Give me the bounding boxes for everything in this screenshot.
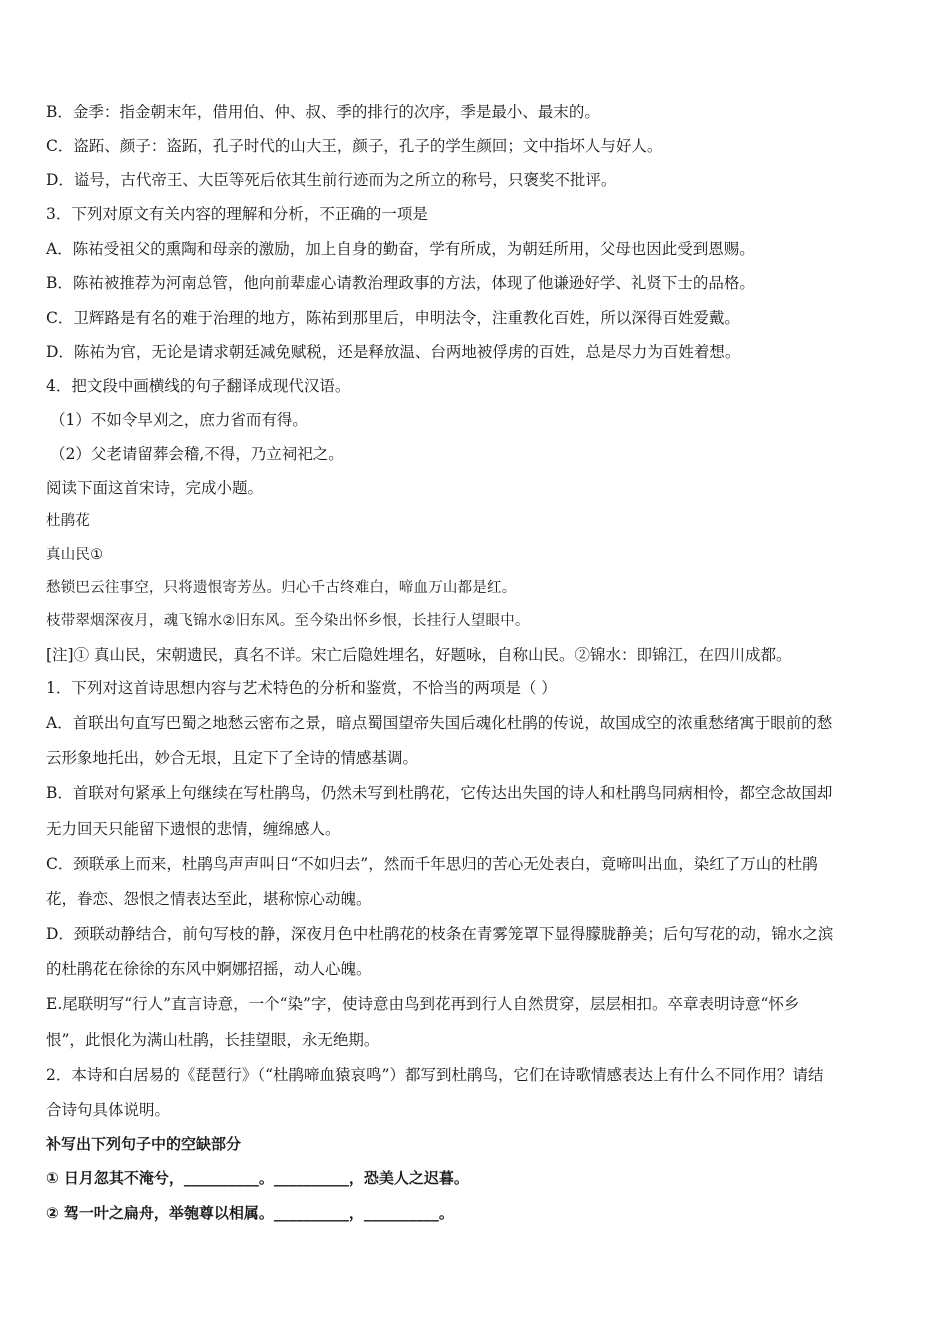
q3-option-b: B．陈祐被推荐为河南总管，他向前辈虚心请教治理政事的方法，体现了他谦逊好学、礼贤下士的品格。: [46, 274, 755, 292]
fill-in-item-2: ② 驾一叶之扁舟，举匏尊以相属。__________，__________。: [46, 1204, 454, 1222]
poem-question-2-line2: 合诗句具体说明。: [46, 1101, 171, 1119]
q3-option-c: C．卫辉路是有名的难于治理的地方，陈祐到那里后，申明法令，注重教化百姓，所以深得百姓爱戴。: [46, 309, 740, 327]
poem-intro: 阅读下面这首宋诗，完成小题。: [46, 479, 264, 497]
fill-in-heading: 补写出下列句子中的空缺部分: [46, 1135, 242, 1153]
fill-in-item-1: ① 日月忽其不淹兮，__________。__________，恐美人之迟暮。: [46, 1169, 469, 1187]
poem-author: 真山民①: [46, 547, 104, 563]
poem-line-2: 枝带翠烟深夜月，魂飞锦水②旧东风。至今染出怀乡恨，长挂行人望眼中。: [46, 613, 530, 629]
q4-item-2: （2）父老请留葬会稽,不得，乃立祠祀之。: [50, 445, 344, 463]
q3-option-d: D．陈祐为官，无论是请求朝廷减免赋税，还是释放温、台两地被俘虏的百姓，总是尽力为百姓着想。: [46, 343, 741, 361]
pq1-option-d-line1: D．颈联动静结合，前句写枝的静，深夜月色中杜鹃花的枝条在青雾笼罩下显得朦胧静美；后句写花的动，锦水之滨: [46, 925, 834, 943]
pq1-option-a-line1: A．首联出句直写巴蜀之地愁云密布之景，暗点蜀国望帝失国后魂化杜鹃的传说，故国成空的浓重愁绪寓于眼前的愁: [46, 714, 833, 732]
pq1-option-b-line2: 无力回天只能留下遗恨的悲情，缠绵感人。: [46, 820, 341, 838]
poem-title: 杜鹃花: [46, 513, 91, 529]
pq1-option-b-line1: B．首联对句紧承上句继续在写杜鹃鸟，仍然未写到杜鹃花，它传达出失国的诗人和杜鹃鸟同病相怜，都空念故国却: [46, 784, 833, 802]
poem-note: [注]① 真山民，宋朝遗民，真名不详。宋亡后隐姓埋名，好题咏，自称山民。②锦水：即锦江，在四川成都。: [46, 646, 792, 664]
q4-item-1: （1）不如令早刈之，庶力省而有得。: [50, 411, 308, 429]
pq1-option-d-line2: 的杜鹃花在徐徐的东风中婀娜招摇，动人心魄。: [46, 960, 372, 978]
option-d-shihao: D．谥号，古代帝王、大臣等死后依其生前行迹而为之所立的称号，只褒奖不批评。: [46, 171, 617, 189]
pq1-option-e-line1: E.尾联明写“行人”直言诗意，一个“染”字，使诗意由鸟到花再到行人自然贯穿，层层相扣。卒章表明诗意“怀乡: [46, 995, 800, 1013]
option-c-daozhi: C．盗跖、颜子：盗跖，孔子时代的山大王，颜子，孔子的学生颜回；文中指坏人与好人。: [46, 137, 663, 155]
poem-question-2-line1: 2．本诗和白居易的《琵琶行》（“杜鹃啼血猿哀鸣”）都写到杜鹃鸟，它们在诗歌情感表达上有什么不同作用？请结: [46, 1066, 824, 1084]
pq1-option-e-line2: 恨”，此恨化为满山杜鹃，长挂望眼，永无绝期。: [46, 1031, 380, 1049]
question-4: 4．把文段中画横线的句子翻译成现代汉语。: [46, 377, 351, 395]
option-b-jinji: B．金季：指金朝末年，借用伯、仲、叔、季的排行的次序，季是最小、最末的。: [46, 103, 600, 121]
q3-option-a: A．陈祐受祖父的熏陶和母亲的激励，加上自身的勤奋，学有所成，为朝廷所用，父母也因此受到恩赐。: [46, 240, 755, 258]
poem-question-1: 1．下列对这首诗思想内容与艺术特色的分析和鉴赏，不恰当的两项是（ ）: [46, 679, 557, 697]
pq1-option-c-line1: C．颈联承上而来，杜鹃鸟声声叫日“不如归去”，然而千年思归的苦心无处表白，竟啼叫出血，染红了万山的杜鹃: [46, 855, 818, 873]
poem-line-1: 愁锁巴云往事空，只将遗恨寄芳丛。归心千古终难白，啼血万山都是红。: [46, 580, 517, 596]
pq1-option-c-line2: 花，眷恋、怨恨之情表达至此，堪称惊心动魄。: [46, 890, 372, 908]
pq1-option-a-line2: 云形象地托出，妙合无垠，且定下了全诗的情感基调。: [46, 749, 419, 767]
question-3: 3．下列对原文有关内容的理解和分析，不正确的一项是: [46, 205, 428, 223]
